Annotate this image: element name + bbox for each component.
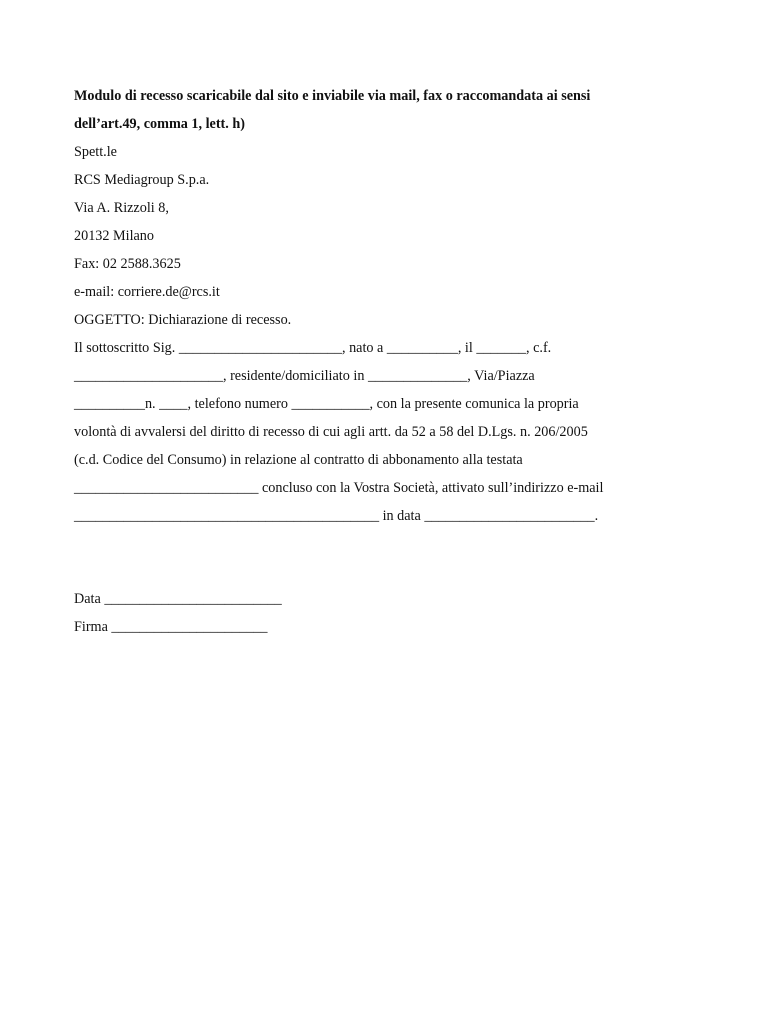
body-line: volontà di avvalersi del diritto di recesso di cui agli artt. da 52 a 58 del D.Lgs. n. 206/2005 [74,424,588,440]
body-line: _____________________, residente/domiciliato in ______________, Via/Piazza [74,368,535,384]
body-line: ___________________________________________ in data ________________________. [74,508,599,524]
recipient-city: 20132 Milano [74,228,154,244]
subject-line: OGGETTO: Dichiarazione di recesso. [74,312,292,328]
heading-line-1: Modulo di recesso scaricabile dal sito e inviabile via mail, fax o raccomandata ai sensi [74,88,591,104]
recipient-fax: Fax: 02 2588.3625 [74,256,181,272]
body-line: (c.d. Codice del Consumo) in relazione al contratto di abbonamento alla testata [74,452,523,468]
signature-field: Firma ______________________ [74,619,268,635]
body-line: __________n. ____, telefono numero ___________, con la presente comunica la propria [74,396,579,412]
body-line: Il sottoscritto Sig. _______________________, nato a __________, il _______, c.f. [74,340,552,356]
recipient-salutation: Spett.le [74,144,117,160]
recipient-email: e-mail: corriere.de@rcs.it [74,284,220,300]
recipient-company: RCS Mediagroup S.p.a. [74,172,210,188]
body-line: __________________________ concluso con la Vostra Società, attivato sull’indirizzo e-mail [74,480,604,496]
recipient-street: Via A. Rizzoli 8, [74,200,169,216]
date-field: Data _________________________ [74,591,282,607]
heading-line-2: dell’art.49, comma 1, lett. h) [74,116,245,132]
